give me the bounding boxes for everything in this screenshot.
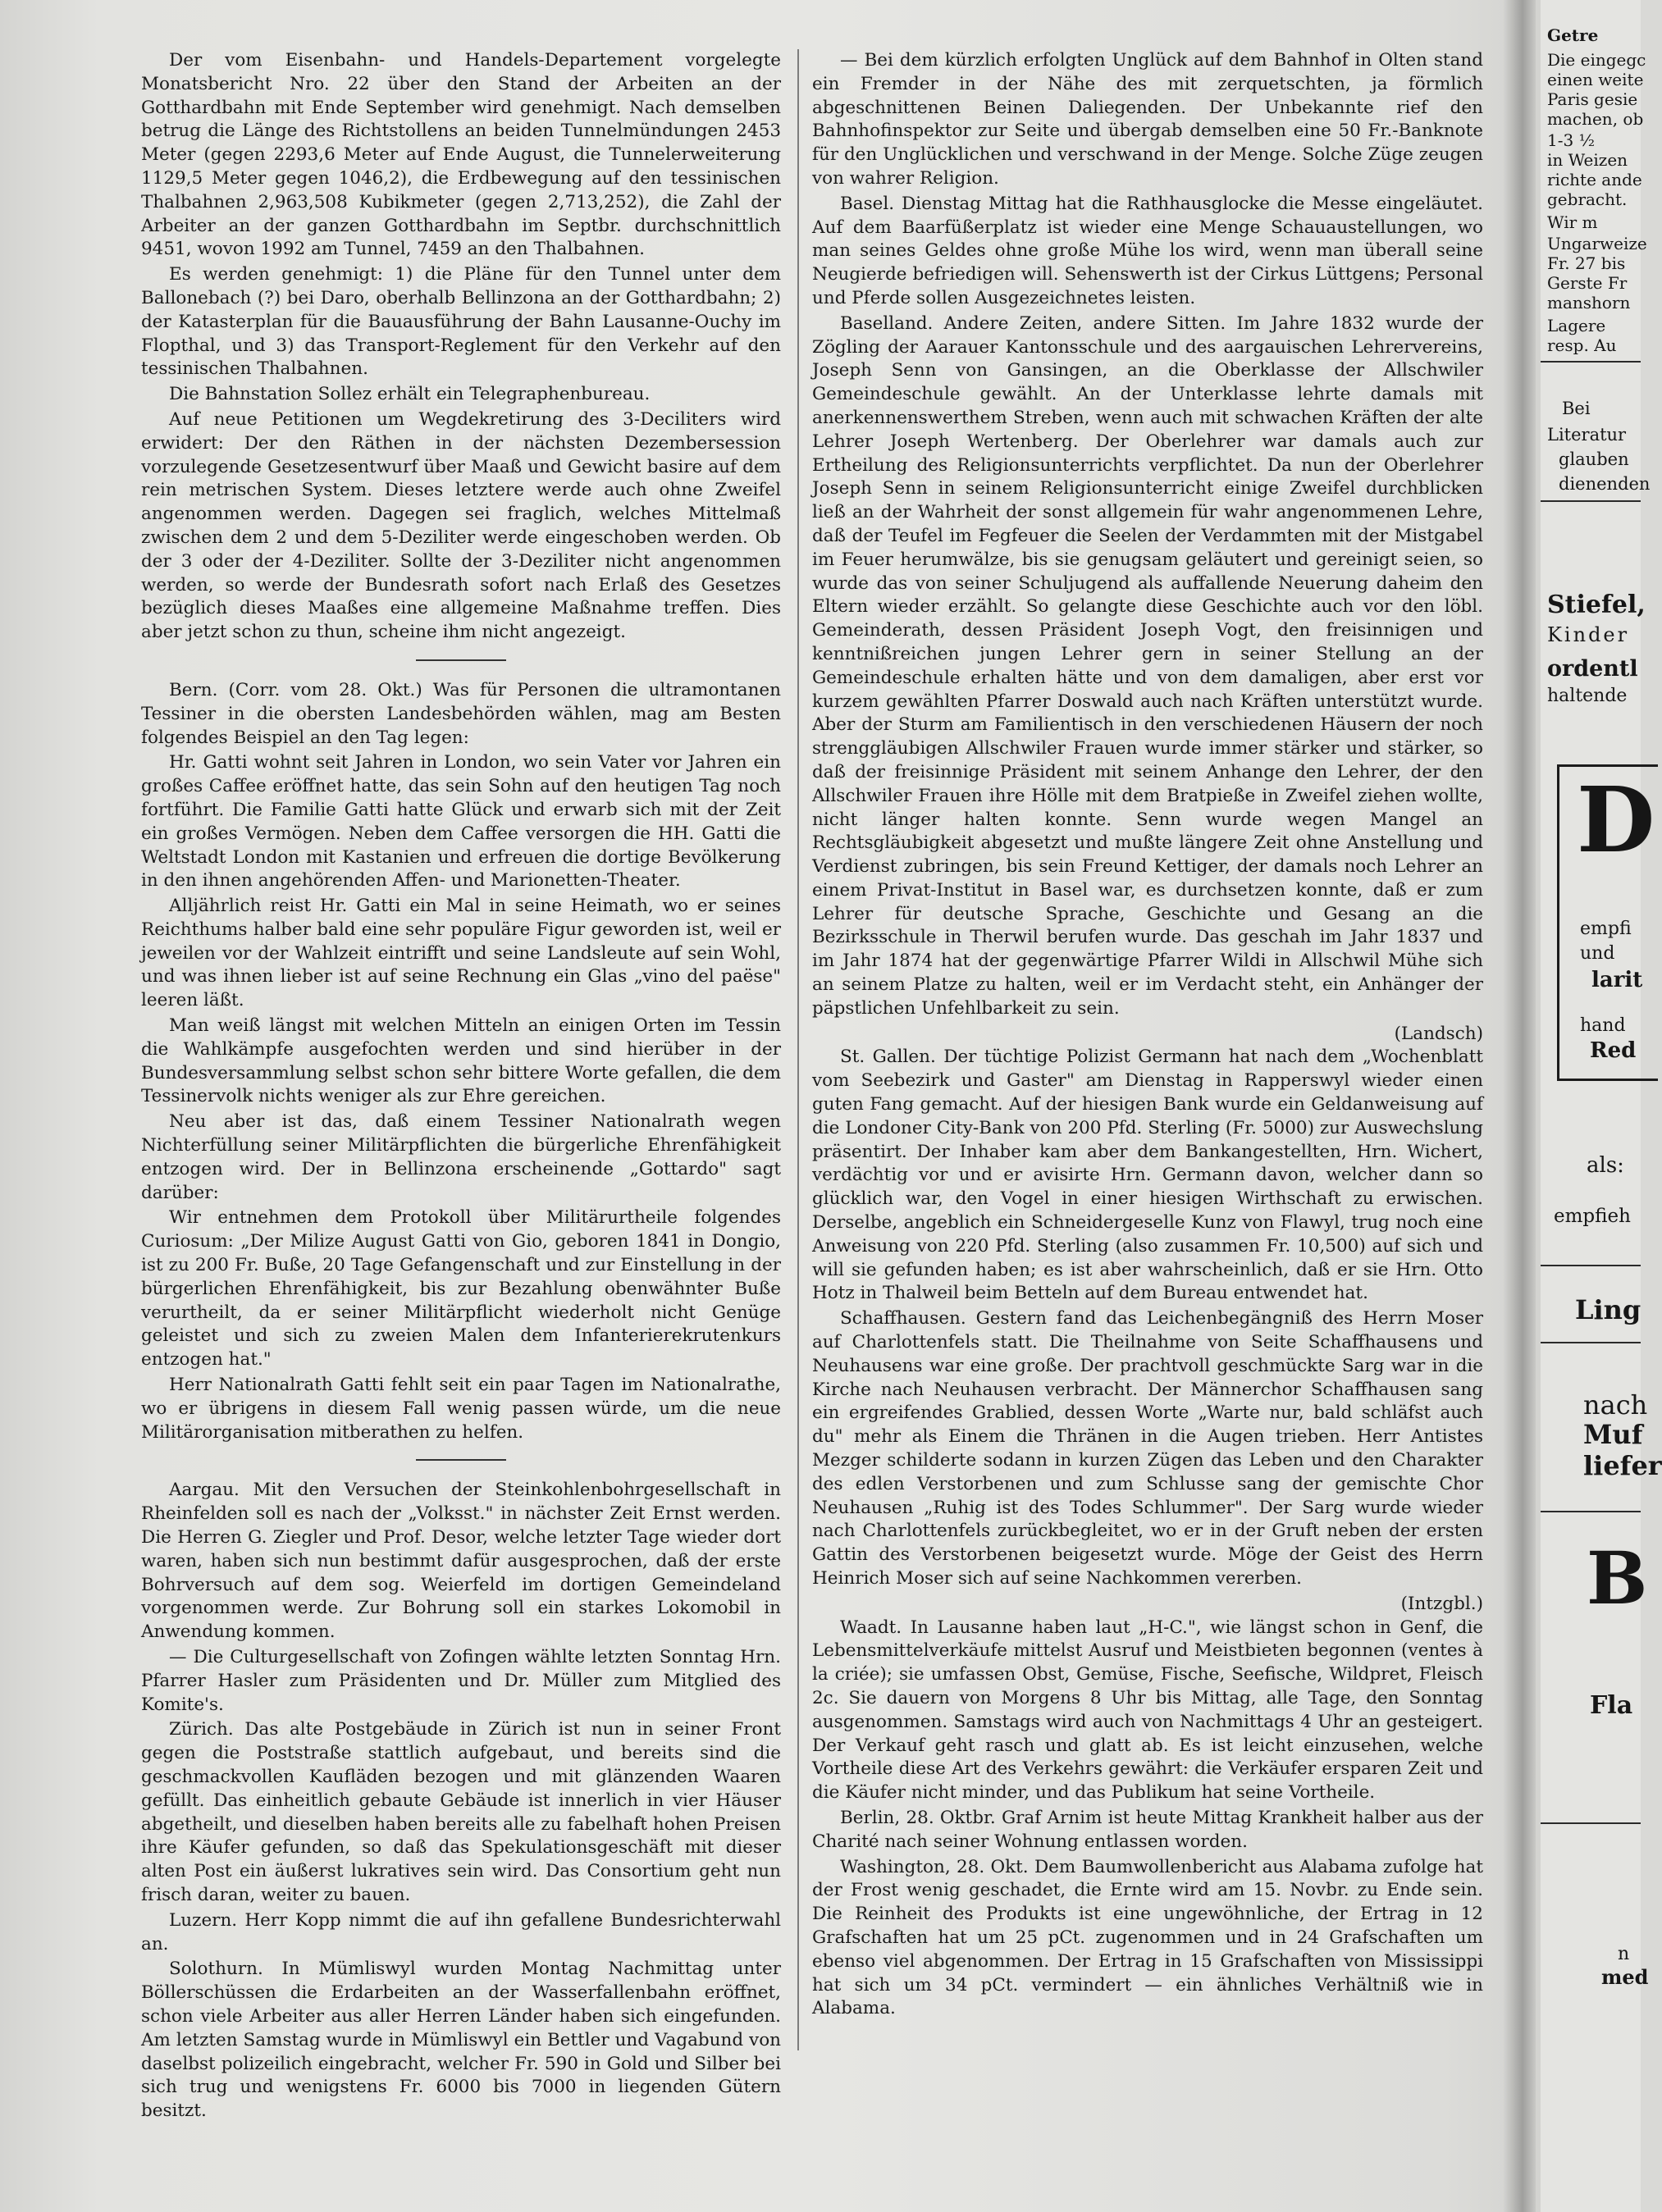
strip-line: Paris gesie — [1547, 89, 1638, 109]
article-bern-intro: Bern. (Corr. vom 28. Okt.) Was für Personen die ultramontanen Tessiner in die obersten Landesbehörden wählen, mag am Besten folgendes Beispiel an den Tag legen: — [141, 679, 781, 748]
article-bern-gatti-london: Hr. Gatti wohnt seit Jahren in London, wo sein Vater vor Jahren ein großes Caffee eröffnet hatte, das sein Sohn auf den heutigen Tag noch fortführt. Die Familie Gatti hatte Glück und erwarb sich mit der Zeit ein großes Vermögen. Neben dem Caffee versorgen die HH. Gatti die Weltstadt London mit Kastanien und erfreuen die dortige Bevölkerung in den ihnen angehörenden Affen- und Marionetten-Theater. — [141, 752, 781, 892]
article-bern-gatti-home: Alljährlich reist Hr. Gatti ein Mal in seine Heimath, wo er seines Reichthums halber bald eine sehr populäre Figur geworden ist, weil er jeweilen vor der Wahlzeit eintrifft und seine Landsleute auf sein Wohl, und was ihnen lieber ist auf seine Rechnung ein Glas „vino del paëse" leeren läßt. — [141, 896, 781, 1011]
strip-line: Kinder — [1547, 623, 1630, 646]
strip-line: Fr. 27 bis — [1547, 253, 1626, 273]
strip-initial-letter: D — [1577, 767, 1655, 873]
article-schaffhausen: Schaffhausen. Gestern fand das Leichenbegängniß des Herrn Moser auf Charlottenfels statt. Die Theilnahme von Seite Schaffhausens und Neuhausens war eine große. Der prachtvoll geschmückte Sarg war in die Kirche nach Neuhausen verbracht. Der Männerchor Schaffhausen sang ein ergreifendes Grablied, dessen Worte „Warte nur, bald schläfst auch du" mehr als Einem die Thränen in die Augen trieben. Herr Antistes Mezger schilderte sodann in kurzen Zügen das Leben und den Charakter des edlen Verstorbenen und zum Schlusse sang der gemischte Chor Neuhausen „Ruhig ist des Todes Schlummer". Der Sarg wurde wieder nach Charlottenfels zurückbegleitet, wo er in der Gruft neben der ersten Gattin des Verstorbenen beigesetzt wurde. Möge der Geist des Herrn Heinrich Moser sich auf seine Nachkommen vererben. — [812, 1308, 1483, 1589]
article-bern-protocol-quote: Wir entnehmen dem Protokoll über Militärurtheile folgendes Curiosum: „Der Milize August Gatti von Gio, geboren 1841 in Dongio, ist zu 200 Fr. Buße, 20 Tage Gefangenschaft und zur Einstellung in der bürgerlichen Ehrenfähigkeit, bis zur Bezahlung obenwähnter Buße verurtheilt, da er seiner Militärpflicht wiederholt nicht Genüge geleistet und sich zu zweien Malen dem Infanterierekrutenkurs entzogen hat." — [141, 1207, 781, 1371]
article-bern-gatti-absent: Herr Nationalrath Gatti fehlt seit ein paar Tagen im Nationalrathe, wo er übrigens in diesem Fall wenig passen würde, um die neue Militärorganisation mitberathen zu helfen. — [141, 1375, 781, 1443]
article-zofingen: — Die Culturgesellschaft von Zofingen wählte letzten Sonntag Hrn. Pfarrer Hasler zum Präsidenten und Dr. Müller zum Mitglied des Komite's. — [141, 1647, 781, 1715]
article-baselland: Baselland. Andere Zeiten, andere Sitten. Im Jahre 1832 wurde der Zögling der Aarauer Kantonsschule und des aargauischen Lehrervereins, Joseph Senn von Gansingen, an die Oberklasse der Allschwiler Gemeindeschule gewählt. An der Unterklasse lehrte damals mit anerkennenswerthem Streben, wenn auch mit schwachen Kräften der alte Lehrer Joseph Wertenberg. Der Oberlehrer war damals auch zur Ertheilung des Religionsunterrichts verpflichtet. Da nun der Oberlehrer Joseph Senn in seinem Religionsunterricht einige Zweifel durchblicken ließ an der Wahrheit der sonst allgemein für wahr angenommenen Lehre, daß der Teufel im Fegfeuer die Seelen der Verdammten mit der Mistgabel im Feuer herumwälze, bis sie genugsam geläutert und gereinigt seien, so wurde das von seiner Schuljugend als auffallende Neuerung daheim den Eltern wieder erzählt. So gelangte diese Geschichte auch vor den löbl. Gemeinderath, dessen Präsident Joseph Vogt, den freisinnigen und kenntnißreichen jungen Lehrer gern in seiner Stellung an der Gemeindeschule erhalten hätte und von dem damaligen, aber erst vor kurzem gewählten Pfarrer Doswald auch nach Kräften unterstützt wurde. Aber der Sturm am Familientisch in den verschiedenen Häusern der noch strenggläubigen Allschwiler Frauen wurde immer stärker und stärker, so daß der freisinnige Präsident mit seinem Anhange den Lehrer, der den Allschwiler Frauen ihre Hölle mit dem Bratpieße in Zweifel ziehen wollte, nicht länger halten konnte. Senn wurde wegen Mangel an Rechtsgläubigkeit abgesetzt und mußte längere Zeit ohne Anstellung und Verdienst zubringen, bis sein Freund Kettiger, der damals noch Lehrer an einem Privat-Institut in Basel war, es durchsetzen konnte, daß er zum Lehrer für deutsche Sprache, Geschichte und Gesang an die Bezirksschule in Therwil berufen wurde. Das geschah im Jahr 1837 und im Jahr 1874 hat der gegenwärtige Pfarrer Wildi in Allschwil Mühe sich an seinem Platze zu halten, weil er im Verdacht steht, ein Anhänger der päpstlichen Unfehlbarkeit zu sein. — [812, 312, 1483, 1019]
strip-line: resp. Au — [1547, 335, 1617, 355]
strip-line: ordentl — [1547, 656, 1638, 682]
strip-line: und — [1580, 943, 1615, 964]
source-signature: (Landsch) — [1394, 1023, 1483, 1044]
strip-initial-letter: B — [1587, 1535, 1648, 1621]
strip-line: n — [1618, 1944, 1630, 1964]
middle-column — [812, 49, 1483, 2050]
separator-rule — [416, 1459, 506, 1461]
column-divider — [797, 49, 799, 2050]
strip-line: Bei — [1562, 399, 1591, 418]
strip-line: empfieh — [1554, 1206, 1631, 1227]
strip-line: Getre — [1547, 25, 1599, 45]
strip-rule — [1541, 1342, 1641, 1343]
strip-line: med — [1601, 1965, 1649, 1989]
strip-rule — [1541, 1822, 1641, 1824]
left-column — [141, 49, 781, 2149]
strip-line: Lagere — [1547, 316, 1606, 335]
article-bern-elections: Man weiß längst mit welchen Mitteln an einigen Orten im Tessin die Wahlkämpfe ausgefochten werden und sind hierüber in der Bundesversammlung selbst schon sehr bittere Worte gefallen, die dem Tessinervolk nichts weniger als zur Ehre gereichen. — [141, 1015, 781, 1107]
strip-line: Literatur — [1547, 425, 1627, 445]
adjacent-page-strip — [1541, 0, 1662, 2212]
article-washington: Washington, 28. Okt. Dem Baumwollenbericht aus Alabama zufolge hat der Frost wenig geschadet, die Ernte wird am 15. Novbr. zu Ende sein. Die Reinheit des Produkts ist eine ungewöhnliche, der Ertrag in 12 Grafschaften hat um 25 pCt. zugenommen und in 24 Grafschaften um ebenso viel abgenommen. Der Ertrag in 15 Grafschaften von Mississippi hat sich um 34 pCt. vermindert — ein ähnliches Verhältniß wie in Alabama. — [812, 1856, 1483, 2019]
strip-line: in Weizen — [1547, 150, 1628, 170]
strip-line: Die eingegc — [1547, 50, 1646, 70]
article-bern-national-council: Neu aber ist das, daß einem Tessiner Nationalrath wegen Nichterfüllung seiner Militärpflichten die bürgerliche Ehrenfähigkeit entzogen wird. Der in Bellinzona erscheinende „Gottardo" sagt darüber: — [141, 1111, 781, 1203]
article-gotthard-report: Der vom Eisenbahn- und Handels-Departement vorgelegte Monatsbericht Nro. 22 über den Stand der Arbeiten an der Gotthardbahn mit Ende September wird genehmigt. Nach demselben betrug die Länge des Richtstollens an beiden Tunnelmündungen 2453 Meter (gegen 2293,6 Meter auf Ende August, die Tunnelerweiterung 1129,5 Meter gegen 1046,2), die Erdbewegung auf den tessinischen Thalbahnen 2,963,508 Kubikmeter (gegen 2,713,252), die Zahl der Arbeiter an der ganzen Gotthardbahn im Septbr. durchschnittlich 9451, wovon 1992 am Tunnel, 7459 an den Thalbahnen. — [141, 50, 781, 260]
separator-rule — [416, 659, 506, 661]
strip-line: Gerste Fr — [1547, 273, 1628, 293]
article-zuerich: Zürich. Das alte Postgebäude in Zürich ist nun in seiner Front gegen die Poststraße stattlich aufgebaut, und bereits sind die geschmackvollen Kaufläden bezogen und mit glänzenden Waaren gefüllt. Das einheitlich gebaute Gebäude ist innerlich in vier Häuser abgetheilt, und dieselben haben bereits alle zu fabelhaft hohen Preisen ihre Käufer gefunden, so daß das Spekulationsgeschäft mit dieser alten Post ein äußerst lukratives sein wird. Das Consortium geht nun frisch daran, weiter zu bauen. — [141, 1719, 781, 1905]
article-olten-accident: — Bei dem kürzlich erfolgten Unglück auf dem Bahnhof in Olten stand ein Fremder in der Nähe des mit zerquetschten, ja förmlich abgeschnittenen Beinen Daliegenden. Der Unbekannte rief den Bahnhofinspektor zur Seite und übergab demselben eine 50 Fr.-Banknote für den Unglücklichen und verschwand in der Menge. Solche Züge zeugen von wahrer Religion. — [812, 50, 1483, 189]
strip-line: Ling — [1575, 1294, 1641, 1325]
strip-rule — [1541, 1265, 1641, 1266]
article-sollez-telegraph: Die Bahnstation Sollez erhält ein Telegraphenbureau. — [169, 384, 651, 405]
strip-line: liefer — [1583, 1450, 1662, 1481]
strip-line: Fla — [1590, 1691, 1633, 1720]
article-deciliter-petitions: Auf neue Petitionen um Wegdekretirung des 3-Deciliters wird erwidert: Der den Räthen in der nächsten Dezembersession vorzulegende Gesetzesentwurf über Maaß und Gewicht basire auf dem rein metrischen System. Dieses letztere werde auch ohne Zweifel angenommen werden. Dagegen sei fraglich, welches Mittelmaß zwischen dem 2 und dem 5-Deziliter werde eingeschoben werden. Ob der 3 oder der 4-Deziliter. Sollte der 3-Deziliter nicht angenommen werden, so werde der Bundesrath sofort nach Erlaß des Gesetzes bezüglich dieses Maaßes eine allgemeine Maßnahme treffen. Dies aber jetzt schon zu thun, scheine ihm nicht angezeigt. — [141, 408, 781, 643]
strip-line: richte ande — [1547, 170, 1642, 189]
article-berlin: Berlin, 28. Oktbr. Graf Arnim ist heute Mittag Krankheit halber aus der Charité nach seiner Wohnung entlassen worden. — [812, 1807, 1483, 1852]
strip-line: Red — [1590, 1038, 1637, 1063]
strip-line: glauben — [1559, 449, 1629, 469]
strip-line: manshorn — [1547, 293, 1631, 312]
strip-line: hand — [1580, 1015, 1626, 1036]
article-st-gallen: St. Gallen. Der tüchtige Polizist Germann hat nach dem „Wochenblatt vom Seebezirk und Gaster" am Dienstag in Rapperswyl wieder einen guten Fang gemacht. Auf der hiesigen Bank wurde ein Geldanweisung auf die Londoner City-Bank von 200 Pfd. Sterling (Fr. 5000) zur Auswechslung präsentirt. Der Inhaber kam aber dem Bankangestellten, Hrn. Wichert, verdächtig vor und er avisirte Hrn. Germann davon, welcher dann so glücklich war, den Vogel in einer hiesigen Wirthschaft zu erwischen. Derselbe, angeblich ein Schneidergeselle Kunz von Flawyl, trug noch eine Anweisung von 220 Pfd. Sterling (also zusammen Fr. 10,500) auf sich und will sie gefunden haben; es ist aber wahrscheinlich, daß er sie Hrn. Otto Hotz in Thalweil beim Betteln auf dem Bureau entwendet hat. — [812, 1047, 1483, 1304]
strip-rule — [1541, 500, 1641, 502]
strip-line: machen, ob — [1547, 109, 1644, 129]
strip-line: nach — [1583, 1389, 1648, 1421]
strip-line: dienenden — [1559, 474, 1651, 494]
article-solothurn: Solothurn. In Mümliswyl wurden Montag Nachmittag unter Böllerschüssen die Erdarbeiten an der Wasserfallenbahn eröffnet, schon viele Arbeiter aus aller Herren Länder haben sich eingefunden. Am letzten Samstag wurde in Mümliswyl ein Bettler und Vagabund von daselbst polizeilich eingebracht, welcher Fr. 590 in Gold und Silber bei sich trug und wenigstens Fr. 6000 bis 7000 in liegenden Gütern besitzt. — [141, 1959, 781, 2122]
strip-line: Muf — [1583, 1419, 1643, 1450]
article-waadt: Waadt. In Lausanne haben laut „H-C.", wie längst schon in Genf, die Lebensmittelverkäufe mittelst Ausruf und Meistbieten begonnen (ventes à la criée); sie umfassen Obst, Gemüse, Fische, Seefische, Wildpret, Fleisch 2c. Sie dauern von Morgens 8 Uhr bis Mittag, alle Tage, den Sonntag ausgenommen. Samstags wird auch von Nachmittags 4 Uhr an gesteigert. Der Verkauf geht rasch und glatt ab. Es ist leicht einzusehen, welche Vortheile diese Art des Verkehrs gewährt: die Verkäufer ersparen Zeit und die Käufer nicht minder, und das Publikum hat seine Vortheile. — [812, 1617, 1483, 1804]
strip-rule — [1541, 361, 1641, 363]
strip-line: empfi — [1580, 919, 1632, 939]
article-gotthard-approvals: Es werden genehmigt: 1) die Pläne für den Tunnel unter dem Ballonebach (?) bei Daro, oberhalb Bellinzona an der Gotthardbahn; 2) der Katasterplan für die Bauausführung der Bahn Lausanne-Ouchy im Flopthal, und 3) das Transport-Reglement für den Verkehr auf den tessinischen Thalbahnen. — [141, 264, 781, 380]
strip-line: Stiefel, — [1547, 591, 1646, 619]
strip-line: Ungarweize — [1547, 234, 1647, 253]
source-signature: (Intzgbl.) — [1400, 1593, 1483, 1614]
strip-line: gebracht. — [1547, 189, 1628, 209]
strip-line: als: — [1587, 1153, 1624, 1178]
strip-rule — [1541, 1511, 1641, 1512]
strip-line: 1-3 ½ — [1547, 130, 1595, 150]
binding-shadow — [1503, 0, 1536, 2212]
strip-line: einen weite — [1547, 70, 1644, 89]
article-luzern: Luzern. Herr Kopp nimmt die auf ihn gefallene Bundesrichterwahl an. — [141, 1909, 781, 1954]
article-basel-fair: Basel. Dienstag Mittag hat die Rathhausglocke die Messe eingeläutet. Auf dem Baarfüßerplatz ist wieder eine Menge Schauaustellungen, wo man seines Geldes ohne große Mühe los wird, wenn man überall seine Neugierde befriedigen will. Sehenswerth ist der Cirkus Lüttgens; Personal und Pferde sollen Ausgezeichnetes leisten. — [812, 193, 1483, 308]
article-aargau: Aargau. Mit den Versuchen der Steinkohlenbohrgesellschaft in Rheinfelden soll es nach der „Volksst." in nächster Zeit Ernst werden. Die Herren G. Ziegler und Prof. Desor, welche letzter Tage wieder dort waren, haben sich nun bestimmt dafür ausgesprochen, daß der erste Bohrversuch auf dem sog. Weierfeld im dortigen Gemeindeland vorgenommen werde. Zur Bohrung soll ein starkes Lokomobil in Anwendung kommen. — [141, 1480, 781, 1643]
strip-line: Wir m — [1547, 212, 1598, 232]
strip-line: larit — [1591, 968, 1643, 992]
strip-line: haltende — [1547, 686, 1628, 706]
